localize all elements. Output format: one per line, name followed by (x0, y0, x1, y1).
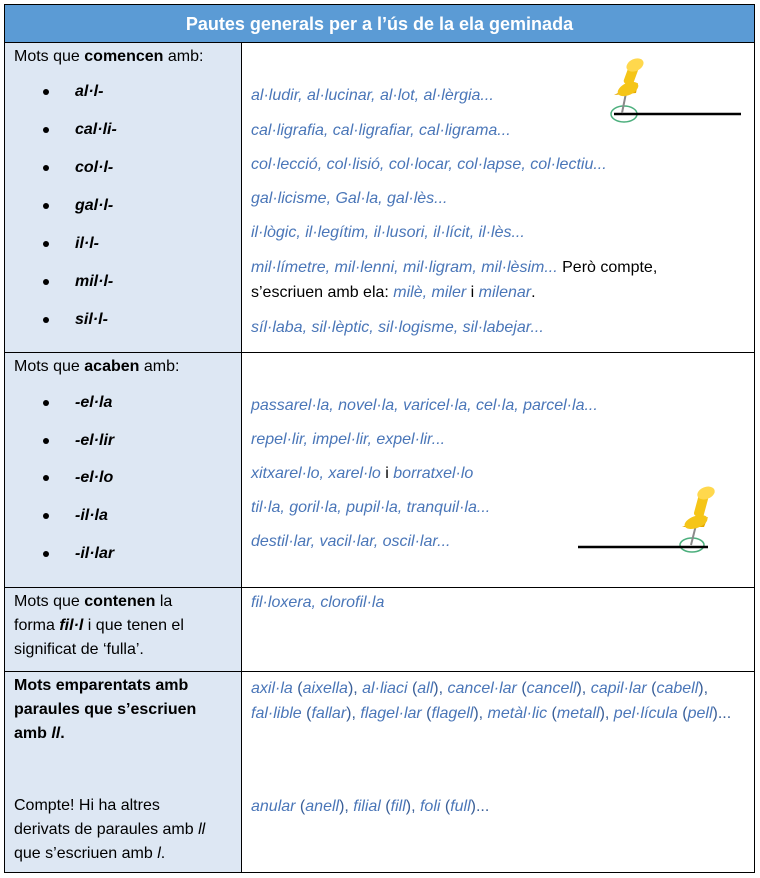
root-word: cabell (656, 680, 699, 697)
section-ends-with (5, 353, 754, 588)
root-word: pell (687, 705, 713, 722)
derived-word: anular (251, 798, 296, 815)
root-word: flagell (431, 705, 474, 722)
rules-table (4, 4, 755, 873)
examples-text: borratxel·lo (393, 465, 474, 482)
examples-line: passarel·la, novel·la, varicel·la, cel·la, parcel·la... (251, 397, 598, 414)
bullet-icon (43, 165, 49, 171)
derived-word: axil·la (251, 680, 293, 697)
derived-word: al·liaci (362, 680, 408, 697)
paren: ), (473, 705, 488, 722)
root-word: full (450, 798, 471, 815)
examples-line: fil·loxera, clorofil·la (251, 594, 385, 611)
bullet-icon (43, 89, 49, 95)
examples-line: repel·lir, impel·lir, expel·lir... (251, 431, 446, 448)
examples-line: síl·laba, sil·lèptic, sil·logisme, sil·labejar... (251, 319, 544, 336)
suffix-label: -il·lar (75, 545, 115, 562)
note-text: Però compte, (557, 259, 658, 276)
lead-text-end: la (155, 593, 173, 610)
root-word: metall (556, 705, 600, 722)
section-starts-with (5, 43, 754, 353)
left-cell (5, 353, 242, 587)
lead-keyword: amb (14, 725, 52, 742)
note-conj: i (466, 284, 479, 301)
examples-line: cal·ligrafia, cal·ligrafiar, cal·ligrama... (251, 122, 511, 139)
paren: ( (440, 798, 451, 815)
note-form: l (157, 845, 161, 862)
bullet-icon (43, 475, 49, 481)
right-cell (242, 43, 754, 352)
section-related (5, 672, 754, 872)
paren: ), (576, 680, 591, 697)
note-conj: i (380, 465, 394, 482)
suffix-label: -il·la (75, 507, 108, 524)
note-words: milenar (478, 284, 532, 301)
paren: ), (405, 798, 420, 815)
left-cell (5, 588, 242, 671)
suffix-label: -el·la (75, 394, 113, 411)
lead-form: fil·l (59, 617, 84, 634)
examples-line: destil·lar, vacil·lar, oscil·lar... (251, 533, 451, 550)
paren: ( (292, 680, 303, 697)
root-word: anell (305, 798, 340, 815)
examples-line: col·lecció, col·lisió, col·locar, col·lapse, col·lectiu... (251, 156, 607, 173)
bullet-icon (43, 513, 49, 519)
note-end: . (531, 284, 536, 301)
related-examples (251, 676, 742, 726)
left-cell (5, 672, 242, 872)
suffix-label: -el·lo (75, 469, 114, 486)
prefix-label: col·l- (75, 159, 114, 176)
lead-text: significat de ‘fulla’. (14, 641, 144, 658)
bullet-icon (43, 438, 49, 444)
paren: ( (407, 680, 418, 697)
examples-text: mil·límetre, mil·lenni, mil·ligram, mil·lèsim... (251, 259, 558, 276)
lead-keyword: paraules que s’escriuen (14, 701, 197, 718)
paren: ( (380, 798, 391, 815)
right-cell (242, 672, 754, 872)
lead-text: Mots que (14, 48, 85, 65)
paren: ), (339, 798, 354, 815)
paren: ( (646, 680, 657, 697)
paren: ( (516, 680, 527, 697)
note-form: ll (198, 821, 206, 838)
right-cell (242, 588, 754, 671)
bullet-icon (43, 551, 49, 557)
lead-text-end: amb: (139, 358, 180, 375)
lead-keyword: comencen (84, 48, 164, 65)
paren: ), (698, 680, 709, 697)
paren: )... (712, 705, 732, 722)
lead-text: i que tenen el (83, 617, 184, 634)
root-word: fallar (311, 705, 347, 722)
lead-keyword: Mots emparentats amb (14, 677, 189, 694)
lead-keyword: contenen (84, 593, 156, 610)
derived-word: foli (419, 798, 441, 815)
derived-word: cancel·lar (447, 680, 517, 697)
examples-line: til·la, goril·la, pupil·la, tranquil·la... (251, 499, 491, 516)
paren: ( (547, 705, 557, 722)
note-words: milè, miler (393, 284, 467, 301)
lead-text: Mots que (14, 593, 85, 610)
pushpin-icon (604, 53, 744, 129)
bullet-icon (43, 400, 49, 406)
derived-word: metàl·lic (487, 705, 548, 722)
bullet-icon (43, 317, 49, 323)
note-text: Compte! Hi ha altres (14, 797, 160, 814)
derived-word: filial (353, 798, 381, 815)
caution-note (14, 794, 205, 866)
table-title: Pautes generals per a l’ús de la ela geminada (5, 5, 754, 43)
prefix-label: mil·l- (75, 273, 114, 290)
note-text: derivats de paraules amb (14, 821, 199, 838)
right-cell (242, 353, 754, 587)
root-word: cancell (526, 680, 577, 697)
paren: ), (599, 705, 614, 722)
examples-line: il·lògic, il·legítim, il·lusori, il·lícit, il·lès... (251, 224, 525, 241)
lead-text-end: amb: (163, 48, 204, 65)
bullet-icon (43, 203, 49, 209)
note-text: que s’escriuen amb (14, 845, 158, 862)
examples-text: xitxarel·lo, xarel·lo (251, 465, 381, 482)
suffix-label: -el·lir (75, 432, 115, 449)
derived-word: capil·lar (590, 680, 647, 697)
root-word: fill (390, 798, 406, 815)
lead-text: Mots que (14, 358, 85, 375)
bullet-icon (43, 241, 49, 247)
paren: ( (677, 705, 688, 722)
note-text: s’escriuen amb ela: (251, 284, 394, 301)
lead-keyword: acaben (84, 358, 140, 375)
lead-dot: . (60, 725, 65, 742)
prefix-label: sil·l- (75, 311, 108, 328)
section-contains (5, 588, 754, 672)
paren: )... (470, 798, 490, 815)
derived-word: flagel·lar (360, 705, 422, 722)
derived-word: fal·lible (251, 705, 302, 722)
derived-word: pel·lícula (613, 705, 678, 722)
lead-text: forma (14, 617, 60, 634)
prefix-label: al·l- (75, 83, 104, 100)
paren: ), (433, 680, 448, 697)
prefix-label: il·l- (75, 235, 99, 252)
lead-form: ll (51, 725, 61, 742)
bullet-icon (43, 127, 49, 133)
root-word: aixella (302, 680, 348, 697)
exception-examples (251, 794, 742, 819)
left-cell (5, 43, 242, 352)
paren: ), (346, 705, 361, 722)
examples-line: al·ludir, al·lucinar, al·lot, al·lèrgia... (251, 87, 494, 104)
note-dot: . (160, 845, 166, 862)
root-word: all (417, 680, 434, 697)
paren: ( (421, 705, 432, 722)
pushpin-icon (572, 477, 732, 553)
paren: ), (347, 680, 363, 697)
bullet-icon (43, 279, 49, 285)
paren: ( (301, 705, 312, 722)
paren: ( (295, 798, 306, 815)
examples-line (251, 280, 742, 305)
prefix-label: gal·l- (75, 197, 114, 214)
examples-line (251, 255, 742, 280)
prefix-label: cal·li- (75, 121, 117, 138)
examples-line: gal·licisme, Gal·la, gal·lès... (251, 190, 448, 207)
